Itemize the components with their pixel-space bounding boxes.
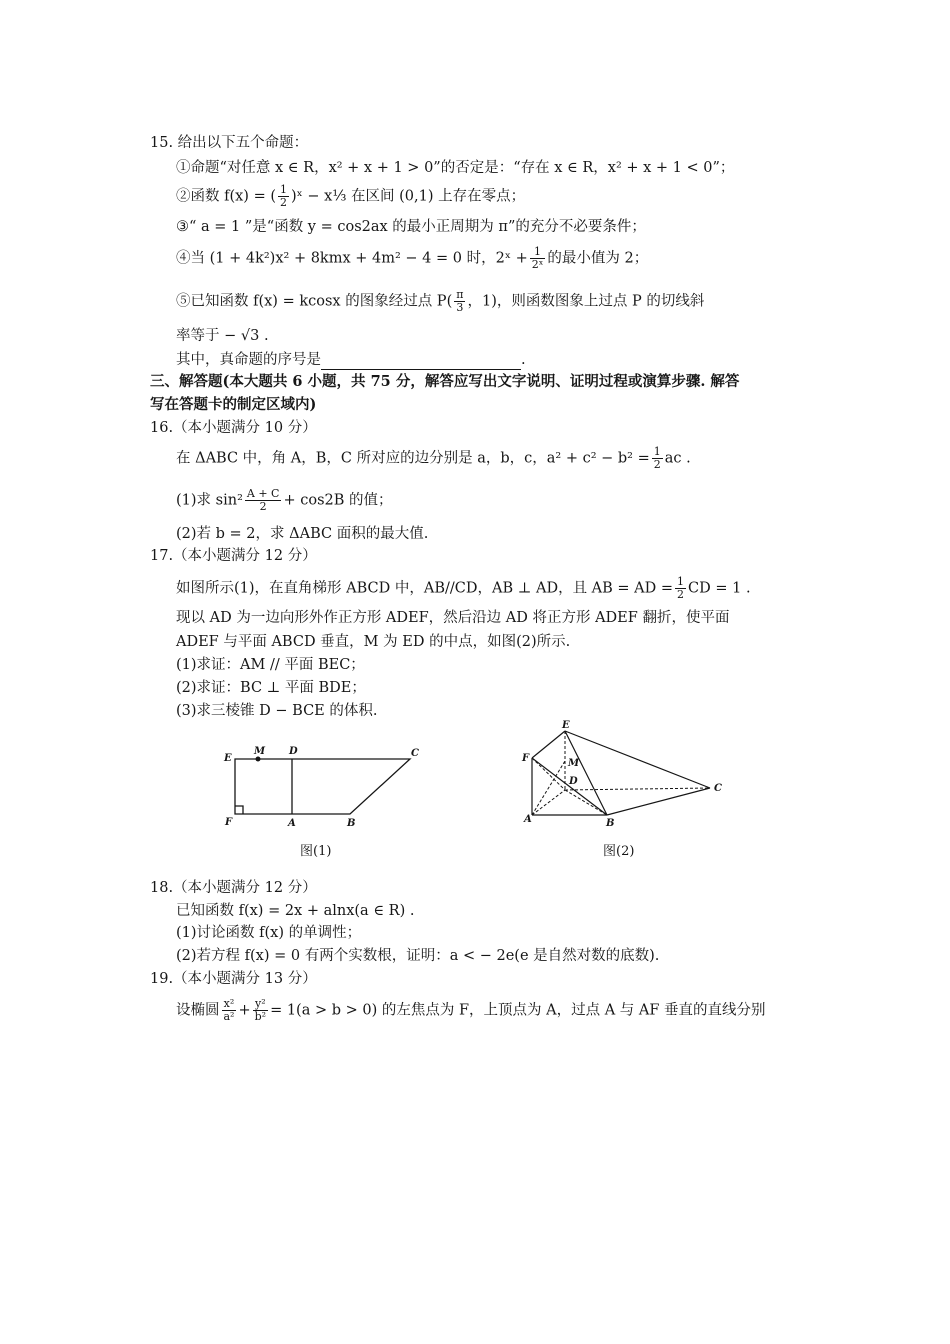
fig2-edge-fe — [532, 731, 565, 758]
fig1-label-b: B — [347, 818, 356, 829]
q19-stem — [176, 998, 766, 1023]
fig2-edge-fd — [532, 758, 565, 790]
q16-stem-part-a: 在 ΔABC 中，角 A，B，C 所对应的边分别是 a，b，c，a² + c² − b² = — [176, 450, 650, 467]
figure-1-trapezoid — [220, 742, 430, 832]
q18-stem: 已知函数 f(x) = 2x + alnx(a ∈ R) . — [176, 903, 415, 919]
fig2-label-a: A — [524, 814, 532, 825]
q19-heading: 19.（本小题满分 13 分） — [150, 971, 317, 987]
q17-heading: 17.（本小题满分 12 分） — [150, 548, 317, 564]
q17-line-1 — [176, 576, 751, 601]
fig2-label-f: F — [522, 753, 530, 764]
q15-p4-fraction: $\frac{1}{\text{2ˣ}}$ — [531, 245, 544, 271]
figure-1-caption: 图(1) — [300, 844, 332, 859]
q15-p5-fraction: $\frac{\pi}{3}$ — [456, 288, 464, 314]
q19-fraction-y: $\frac{\text{y²}}{\text{b²}}$ — [254, 997, 267, 1023]
fig2-edge-ad — [532, 790, 565, 815]
q18-part-1: (1)讨论函数 f(x) 的单调性； — [176, 925, 362, 941]
q16-stem — [176, 446, 691, 471]
q15-question — [176, 350, 526, 370]
q16-heading: 16.（本小题满分 10 分） — [150, 420, 317, 436]
q15-proposition-1: ①命题“对任意 x ∈ R，x² + x + 1 > 0”的否定是：“存在 x ∈ R，x² + x + 1 < 0”； — [176, 160, 735, 176]
q15-ask-end: . — [521, 352, 526, 368]
fig2-label-m: M — [568, 758, 580, 769]
figure-2-caption: 图(2) — [603, 844, 635, 859]
q15-p2-fraction: $\frac{1}{2}$ — [280, 183, 287, 209]
q17-l1-part-a: 如图所示(1)，在直角梯形 ABCD 中，AB//CD，AB ⊥ AD，且 AB = AD = — [176, 580, 674, 597]
q15-proposition-5 — [176, 289, 704, 314]
fig1-label-m: M — [254, 746, 266, 757]
q15-p5-part-b: ，1)，则函数图象上过点 P 的切线斜 — [467, 293, 705, 310]
fig2-label-d: D — [569, 776, 578, 787]
section3-title-cont: 写在答题卡的制定区域内) — [150, 396, 317, 413]
q17-line-2: 现以 AD 为一边向形外作正方形 ADEF，然后沿边 AD 将正方形 ADEF 翻折，使平面 — [176, 610, 730, 626]
q19-plus: + — [238, 1002, 251, 1019]
fig2-edge-cb — [607, 788, 710, 815]
q15-proposition-3: ③“ a = 1 ”是“函数 y = cos2ax 的最小正周期为 π”的充分不必要条件； — [176, 219, 646, 235]
q15-ask: 其中，真命题的序号是 — [176, 352, 321, 368]
q17-l1-part-b: CD = 1 . — [688, 580, 751, 597]
q16-part-1 — [176, 488, 393, 513]
q16-p1-part-b: + cos2B 的值； — [283, 492, 393, 509]
q17-l1-fraction: $\frac{1}{2}$ — [677, 575, 685, 601]
q15-proposition-5-cont: 率等于 − √3 . — [176, 328, 269, 344]
q15-p4-part-b: 的最小值为 2； — [547, 250, 649, 267]
fig1-label-d: D — [289, 746, 298, 757]
answer-blank — [321, 355, 521, 370]
q16-p1-part-a: (1)求 sin² — [176, 492, 243, 509]
q15-p5-part-a: ⑤已知函数 f(x) = kcosx 的图象经过点 P( — [176, 293, 453, 310]
fig2-edge-dc — [565, 788, 710, 790]
q15-proposition-2 — [176, 184, 525, 209]
section3-title: 三、解答题(本大题共 6 小题，共 75 分，解答应写出文字说明、证明过程或演算步骤. 解答 — [150, 373, 740, 390]
fig1-right-angle-mark — [235, 806, 243, 814]
fig2-label-b: B — [606, 818, 615, 828]
fig2-label-e: E — [562, 720, 570, 731]
q16-stem-part-b: ac . — [664, 450, 691, 467]
q19-fraction-x: $\frac{\text{x²}}{\text{a²}}$ — [223, 997, 235, 1023]
q15-proposition-4 — [176, 246, 648, 271]
q17-part-1: (1)求证：AM // 平面 BEC； — [176, 657, 365, 673]
fig1-point-m — [256, 757, 261, 762]
q15-heading: 15. 给出以下五个命题： — [150, 135, 309, 151]
fig1-label-a: A — [288, 818, 296, 829]
q19-stem-part-b: = 1(a > b > 0) 的左焦点为 F，上顶点为 A，过点 A 与 AF 垂直的直线分别 — [270, 1002, 766, 1019]
q17-part-3: (3)求三棱锥 D − BCE 的体积. — [176, 703, 378, 719]
figure-2-solid — [520, 718, 730, 828]
q18-heading: 18.（本小题满分 12 分） — [150, 880, 317, 896]
q18-part-2: (2)若方程 f(x) = 0 有两个实数根，证明：a < − 2e(e 是自然对数的底数). — [176, 948, 660, 964]
fig2-label-c: C — [714, 783, 722, 794]
q17-line-3: ADEF 与平面 ABCD 垂直，M 为 ED 的中点，如图(2)所示. — [176, 634, 571, 650]
fig2-edge-am — [532, 761, 565, 815]
q16-part-2: (2)若 b = 2，求 ΔABC 面积的最大值. — [176, 526, 429, 542]
fig1-outline — [235, 759, 410, 814]
q15-p2-part-b: )ˣ − x⅓ 在区间 (0,1) 上存在零点； — [291, 188, 526, 205]
fig1-label-e: E — [224, 753, 232, 764]
q15-p4-part-a: ④当 (1 + 4k²)x² + 8kmx + 4m² − 4 = 0 时，2ˣ + — [176, 250, 528, 267]
q15-p2-part-a: ②函数 f(x) = ( — [176, 188, 276, 205]
fig2-edge-eb — [565, 731, 607, 815]
fig1-label-c: C — [411, 748, 419, 759]
fig2-edge-ec — [565, 731, 710, 788]
q19-stem-part-a: 设椭圆 — [176, 1002, 220, 1019]
fig1-label-f: F — [225, 817, 233, 828]
q17-part-2: (2)求证：BC ⊥ 平面 BDE； — [176, 680, 366, 696]
q16-p1-fraction: $\frac{A + C}{2}$ — [246, 487, 280, 513]
q16-stem-fraction: $\frac{1}{2}$ — [653, 445, 661, 471]
